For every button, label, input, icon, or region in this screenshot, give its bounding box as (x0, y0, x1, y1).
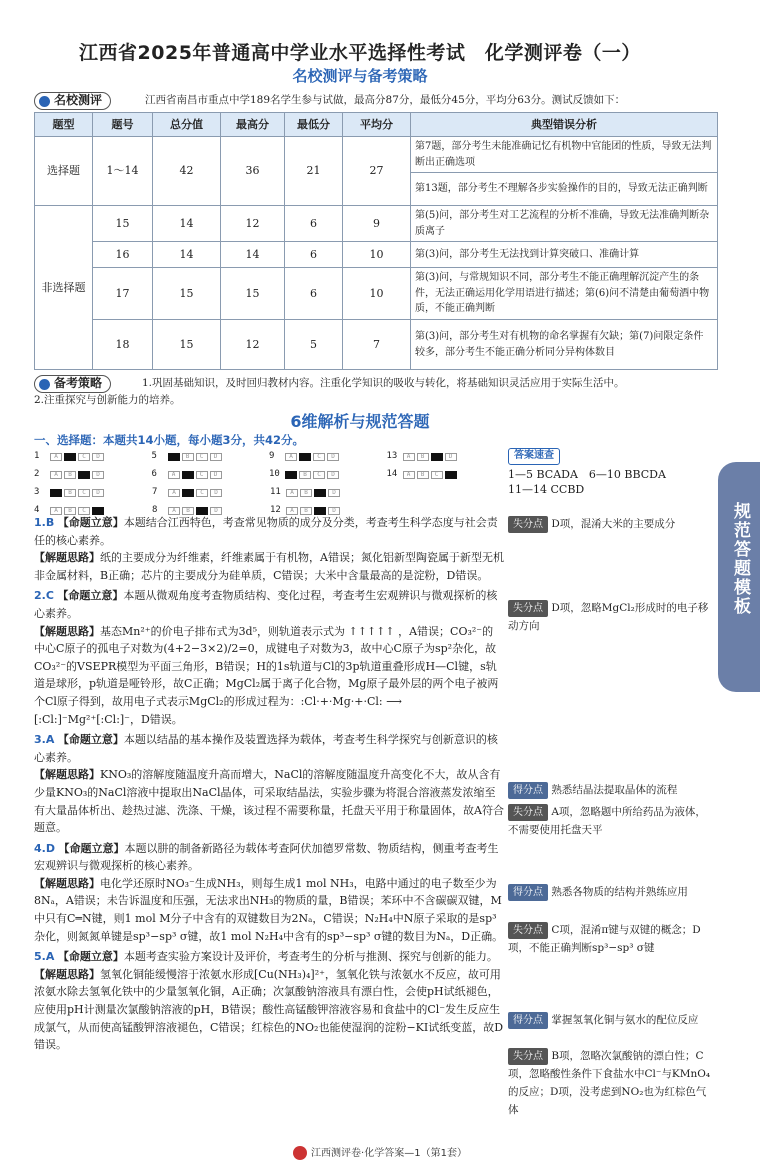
answer-bubble-d: D (92, 471, 104, 479)
cell-avg: 10 (343, 242, 411, 268)
th-min: 最低分 (285, 113, 343, 137)
answer-bubble-d: D (210, 489, 222, 497)
answer-bubble-d: D (445, 453, 457, 461)
answer-grid-number: 3 (34, 487, 40, 498)
solutions (34, 514, 504, 1057)
cell-type: 非选择题 (35, 206, 93, 370)
answer-key-tag: 答案速查 (508, 448, 560, 465)
cell-total: 14 (153, 242, 221, 268)
answer-bubble-b: B (64, 489, 76, 497)
strategy-line-1: 1.巩固基础知识，及时回归教材内容。注重化学知识的吸收与转化，将基础知识灵活应用于实际生活中。 (142, 377, 625, 389)
bullet-icon (39, 379, 50, 390)
answer-grid-row (34, 448, 504, 466)
answer-bubble-c: C (313, 471, 325, 479)
answer-grid-number: 11 (270, 487, 281, 498)
th-num: 题号 (93, 113, 153, 137)
answer-bubble-a: A (285, 453, 297, 461)
answer-bubble-d: D (328, 507, 340, 515)
cell-total: 15 (153, 268, 221, 320)
table-row (35, 137, 718, 173)
answer-grid-number: 13 (386, 451, 398, 462)
cell-error: 第(3)问，部分考生无法找到计算突破口、准确计算 (411, 242, 718, 268)
answer-bubble-c: C (313, 453, 325, 461)
th-total: 总分值 (153, 113, 221, 137)
cell-max: 12 (221, 206, 285, 242)
answer-bubble-d: D (210, 507, 222, 515)
question-4: 4.D 【命题立意】本题以肼的制备新路径为载体考查阿伏加德罗常数、物质结构，侧重考查考生宏观辨识与微观探析的核心素养。 【解题思路】电化学还原时NO₃⁻生成NH₃，则每生成1 mol NH₃，电路中通过的电子数至少为8Nₐ，A错误；未告诉温度和压强，无法求出NH₃的物质的量，B错误；苯环中不含碳碳双键，M中只有C═N键，则1 mol M分子中含有的双键数目为2Nₐ，C错误；N₂H₄中N原子采取的是sp³杂化，则氮氮单键是sp³−sp³ σ键，故1 mol N₂H₄中含有的sp³−sp³ σ键的数目为Nₐ，D正确。 (34, 841, 504, 943)
answer-bubble-a (50, 489, 62, 497)
answer-bubble-d: D (328, 489, 340, 497)
table-header-row (35, 113, 718, 137)
answer-grid-number: 6 (151, 469, 157, 480)
answer-bubble-a: A (168, 471, 180, 479)
bullet-icon (39, 96, 50, 107)
answer-bubble-c: C (78, 453, 90, 461)
cell-min: 6 (285, 206, 343, 242)
question-5: 5.A 【命题立意】本题考查实验方案设计及评价，考查考生的分析与推测、探究与创新的能力。 【解题思路】氢氧化铜能缓慢溶于浓氨水形成[Cu(NH₃)₄]²⁺，氢氧化铁与浓氨水不反应，故可用浓氨水除去氢氧化铁中的少量氢氧化铜，A正确；次氯酸钠溶液具有漂白性，会使pH试纸褪色，应使用pH计测量次氯酸钠溶液的pH，B错误；酸性高锰酸钾溶液容易和食盐中的Cl⁻发生反应生成氯气，从而使高锰酸钾溶液褪色，C错误；红棕色的NO₂也能使湿润的淀粉−KI试纸变蓝，故D错误。 (34, 950, 504, 1052)
answer-key (508, 447, 708, 498)
answer-bubble-a: A (168, 507, 180, 515)
answer-bubble-d (445, 471, 457, 479)
cell-total: 42 (153, 137, 221, 206)
answer-grid-cell (269, 450, 387, 463)
answer-bubble-a: A (286, 507, 298, 515)
page-title: 江西省2025年普通高中学业水平选择性考试 化学测评卷（一） (79, 42, 641, 64)
answer-bubble-d: D (327, 471, 339, 479)
answer-grid-number: 9 (269, 451, 275, 462)
table-row (35, 268, 718, 320)
answer-bubble-c: C (196, 453, 208, 461)
table-row (35, 242, 718, 268)
answer-grid-cell (34, 468, 152, 481)
table-row (35, 320, 718, 370)
answer-grid-cell (152, 486, 270, 499)
answer-grid-number: 12 (270, 505, 281, 516)
answer-bubble-b (299, 453, 311, 461)
section-title-eval: 名校测评与备考策略 (292, 67, 428, 85)
answer-grid-number: 10 (269, 469, 280, 480)
answer-grid-cell (34, 450, 152, 463)
question-header: 一、选择题：本题共14小题，每小题3分，共42分。 (34, 433, 305, 447)
answer-bubble-b: B (182, 453, 194, 461)
answer-bubble-c: C (196, 489, 208, 497)
cell-error: 第(3)问，与常规知识不同，部分考生不能正确理解沉淀产生的条件，无法正确运用化学用语进行描述；第(6)问不清楚由葡萄酒中物质，不能正确判断 (411, 268, 718, 320)
answer-grid-number: 4 (34, 505, 40, 516)
th-max: 最高分 (221, 113, 285, 137)
answer-key-line: 1—5 BCADA 6—10 BBCDA (508, 467, 666, 481)
answer-bubble-b (182, 489, 194, 497)
strategy-line-2: 2.注重探究与创新能力的培养。 (34, 394, 181, 406)
side-tab: 规范答题模板 (718, 462, 760, 692)
answer-bubble-c (431, 453, 443, 461)
cell-total: 15 (153, 320, 221, 370)
th-avg: 平均分 (343, 113, 411, 137)
answer-bubble-a: A (168, 489, 180, 497)
note-q5-score: 得分点 掌握氢氧化铜与氨水的配位反应 (508, 1012, 713, 1030)
answer-bubble-d: D (92, 453, 104, 461)
cell-min: 21 (285, 137, 343, 206)
cell-error: 第7题，部分考生未能准确记忆有机物中官能团的性质，导致无法判断出正确选项 (411, 137, 718, 173)
answer-bubble-d: D (327, 453, 339, 461)
answer-bubble-b: B (300, 489, 312, 497)
cell-num: 17 (93, 268, 153, 320)
cell-num: 18 (93, 320, 153, 370)
answer-bubble-d: D (210, 471, 222, 479)
answer-bubble-b: B (300, 507, 312, 515)
answer-grid-number: 7 (152, 487, 158, 498)
question-2: 2.C 【命题立意】本题从微观角度考查物质结构、变化过程，考查考生宏观辨识与微观探析的核心素养。 【解题思路】基态Mn²⁺的价电子排布式为3d⁵，则轨道表示式为 ↑↑↑↑↑ ，A错误；CO₃²⁻的中心C原子的孤电子对数为(4+2−3×2)/2=0，成键电子对数为3，故中心C原子为sp²杂化，故CO₃²⁻的VSEPR模型为平面三角形，B错误；H的1s轨道与Cl的3p轨道重叠形成H—Cl键，s轨道是球形，p轨道是哑铃形，故C正确；MgCl₂属于离子化合物，Mg原子最外层的两个电子被两个Cl原子得到，故用电子式表示MgCl₂的形成过程为：:Cl·+·Mg·+·Cl: ⟶ [:Cl:]⁻Mg²⁺[:Cl:]⁻，D错误。 (34, 589, 499, 726)
cell-max: 14 (221, 242, 285, 268)
cell-max: 15 (221, 268, 285, 320)
cell-type: 选择题 (35, 137, 93, 206)
table-row (35, 206, 718, 242)
answer-bubble-a (168, 453, 180, 461)
answer-grid-row (34, 484, 504, 502)
answer-grid-number: 14 (386, 469, 398, 480)
cell-avg: 27 (343, 137, 411, 206)
cell-min: 6 (285, 268, 343, 320)
answer-bubble-d: D (92, 489, 104, 497)
note-q5-lose: 失分点 B项，忽略次氯酸钠的漂白性；C项，忽略酸性条件下食盐水中Cl⁻与KMnO₄的反应；D项，没考虑到NO₂也为红棕色气体 (508, 1050, 711, 1116)
cell-total: 14 (153, 206, 221, 242)
answer-bubble-b: B (64, 471, 76, 479)
answer-grid (34, 448, 504, 520)
answer-bubble-b: B (417, 471, 429, 479)
question-1: 1.B 【命题立意】本题结合江西特色，考查常见物质的成分及分类，考查考生科学态度与社会责任的核心素养。 【解题思路】纸的主要成分为纤维素，纤维素属于有机物，A错误；氮化铝新型陶瓷属于新型无机非金属材料，B正确；芯片的主要成分为硅单质，C错误；大米中含量最高的是淀粉，D错误。 (34, 516, 504, 582)
th-errors: 典型错误分析 (411, 113, 718, 137)
answer-bubble-b: B (64, 507, 76, 515)
answer-bubble-a: A (286, 489, 298, 497)
answer-key-line: 11—14 CCBD (508, 483, 585, 497)
answer-bubble-b: B (299, 471, 311, 479)
answer-grid-number: 1 (34, 451, 40, 462)
answer-bubble-c: C (431, 471, 443, 479)
answer-grid-cell (269, 468, 387, 481)
cell-min: 5 (285, 320, 343, 370)
cell-avg: 7 (343, 320, 411, 370)
cell-error: 第(3)问，部分考生对有机物的命名掌握有欠缺；第(7)问限定条件较多，部分考生不能正确分析同分异构体数目 (411, 320, 718, 370)
note-q1: 失分点 D项，混淆大米的主要成分 (508, 516, 713, 534)
cell-error: 第(5)问，部分考生对工艺流程的分析不准确，导致无法准确判断杂质离子 (411, 206, 718, 242)
answer-bubble-b (64, 453, 76, 461)
answer-bubble-c: C (78, 489, 90, 497)
answer-bubble-c (78, 471, 90, 479)
answer-bubble-a: A (403, 453, 415, 461)
answer-grid-number: 8 (152, 505, 158, 516)
cell-max: 12 (221, 320, 285, 370)
tag-strategy: 备考策略 (34, 375, 111, 393)
cell-max: 36 (221, 137, 285, 206)
answer-bubble-c: C (78, 507, 90, 515)
answer-grid-number: 2 (34, 469, 40, 480)
section-title-analysis: 6维解析与规范答题 (290, 412, 430, 431)
intro-text: 江西省南昌市重点中学189名学生参与试做，最高分87分，最低分45分，平均分63分。测试反馈如下： (145, 94, 626, 106)
answer-grid-cell (34, 486, 152, 499)
score-table (34, 112, 718, 370)
cell-min: 6 (285, 242, 343, 268)
cell-num: 15 (93, 206, 153, 242)
cell-avg: 9 (343, 206, 411, 242)
answer-grid-cell (152, 468, 270, 481)
note-q4-lose: 失分点 C项，混淆π键与双键的概念；D项，不能正确判断sp³−sp³ σ键 (508, 924, 701, 954)
tag-eval: 名校测评 (34, 92, 111, 110)
publisher-logo-icon (293, 1146, 307, 1160)
answer-bubble-a: A (50, 471, 62, 479)
answer-grid-cell (152, 450, 270, 463)
answer-bubble-a: A (50, 453, 62, 461)
answer-bubble-d: D (210, 453, 222, 461)
answer-grid-cell (270, 486, 388, 499)
note-q3-lose: 失分点 A项，忽略题中所给药品为液体，不需要使用托盘天平 (508, 806, 706, 836)
answer-bubble-a: A (50, 507, 62, 515)
question-3: 3.A 【命题立意】本题以结晶的基本操作及装置选择为载体，考查考生科学探究与创新意识的核心素养。 【解题思路】KNO₃的溶解度随温度升高而增大，NaCl的溶解度随温度升高变化不大，故从含有少量KNO₃的NaCl溶液中提取出NaCl晶体，可采取结晶法，实验步骤为将混合溶液蒸发浓缩至有大量晶体析出、趁热过滤、洗涤、干燥，该过程不需要称量，托盘天平用于称量固体，故A符合题意。 (34, 733, 504, 835)
cell-error: 第13题，部分考生不理解各步实验操作的目的，导致无法正确判断 (411, 173, 718, 206)
note-q4-score: 得分点 熟悉各物质的结构并熟练应用 (508, 884, 713, 902)
answer-grid-row (34, 466, 504, 484)
answer-bubble-b: B (182, 507, 194, 515)
note-q2: 失分点 D项，忽略MgCl₂形成时的电子移动方向 (508, 602, 709, 632)
note-q3-score: 得分点 熟悉结晶法提取晶体的流程 (508, 782, 713, 800)
answer-bubble-c (314, 489, 326, 497)
cell-num: 1～14 (93, 137, 153, 206)
answer-grid-cell (387, 450, 505, 463)
answer-bubble-b: B (417, 453, 429, 461)
footer: 江西测评卷·化学答案—1（第1套） (0, 1146, 760, 1162)
answer-bubble-a: A (403, 471, 415, 479)
answer-bubble-b (182, 471, 194, 479)
answer-bubble-a (285, 471, 297, 479)
answer-bubble-c: C (196, 471, 208, 479)
answer-grid-cell (387, 468, 505, 481)
cell-avg: 10 (343, 268, 411, 320)
th-type: 题型 (35, 113, 93, 137)
cell-num: 16 (93, 242, 153, 268)
answer-grid-number: 5 (151, 451, 157, 462)
